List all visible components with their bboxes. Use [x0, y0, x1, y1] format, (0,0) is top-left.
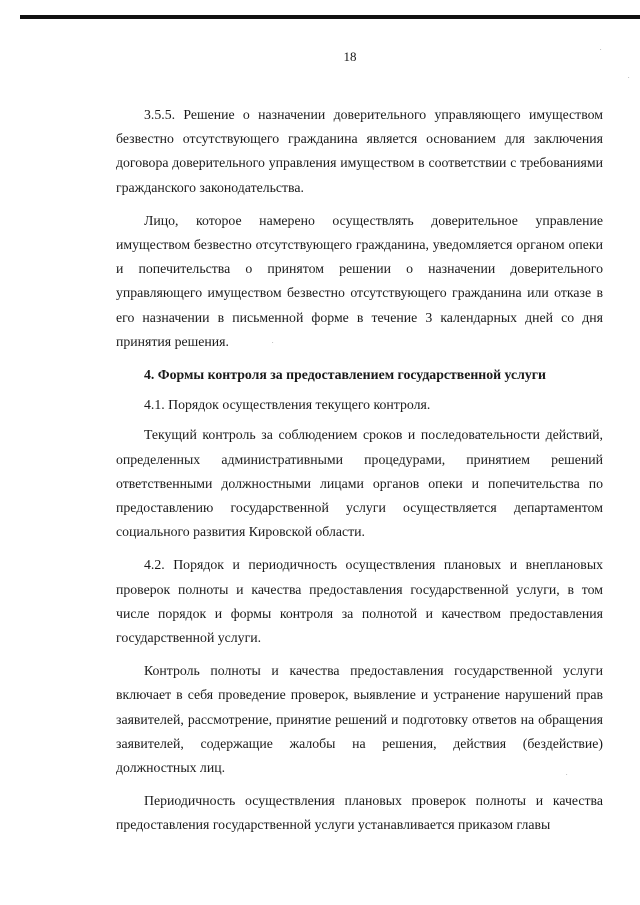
paragraph-current-control: Текущий контроль за соблюдением сроков и последовательности действий, определенных административными процедурами, принятием решений ответственными должностными лицами органов опеки и попечительства по предоставлению государственной услуги осуществляется департаментом социального развития Кировской области. [116, 427, 603, 540]
document-body [116, 103, 603, 847]
paragraph-notice: Лицо, которое намерено осуществлять доверительное управление имуществом безвестно отсутствующего гражданина, уведомляется органом опеки и попечительства о принятом решении о назначении доверительного управляющего имуществом безвестно отсутствующего гражданина или отказе в его назначении в письменной форме в течение 3 календарных дней со дня принятия решения. [116, 212, 603, 349]
paragraph-quality-control: Контроль полноты и качества предоставления государственной услуги включает в себя проведение проверок, выявление и устранение нарушений прав заявителей, рассмотрение, принятие решений и подготовку ответов на обращения заявителей, содержащие жалобы на решения, действия (бездействие) должностных лиц. [116, 663, 603, 776]
top-border-line [20, 15, 640, 19]
paragraph-periodicity: Периодичность осуществления плановых проверок полноты и качества предоставления государственной услуги устанавливается приказом главы [116, 793, 603, 833]
paragraph-3-5-5: 3.5.5. Решение о назначении доверительного управляющего имуществом безвестно отсутствующего гражданина является основанием для заключения договора доверительного управления имуществом в соответствии с требованиями гражданского законодательства. [116, 107, 603, 195]
section-heading-4: 4. Формы контроля за предоставлением государственной услуги [144, 367, 547, 383]
scan-speck: . [566, 771, 568, 777]
scan-speck: . [600, 46, 602, 52]
scan-speck: . [272, 339, 274, 345]
paragraph-4-2: 4.2. Порядок и периодичность осуществления плановых и внеплановых проверок полноты и качества предоставления государственной услуги, в том числе порядок и формы контроля за полнотой и качеством предоставления государственной услуги. [116, 557, 603, 646]
paragraph-4-1: 4.1. Порядок осуществления текущего контроля. [144, 397, 431, 413]
page-number: 18 [343, 49, 357, 64]
scan-speck: . [628, 74, 630, 80]
